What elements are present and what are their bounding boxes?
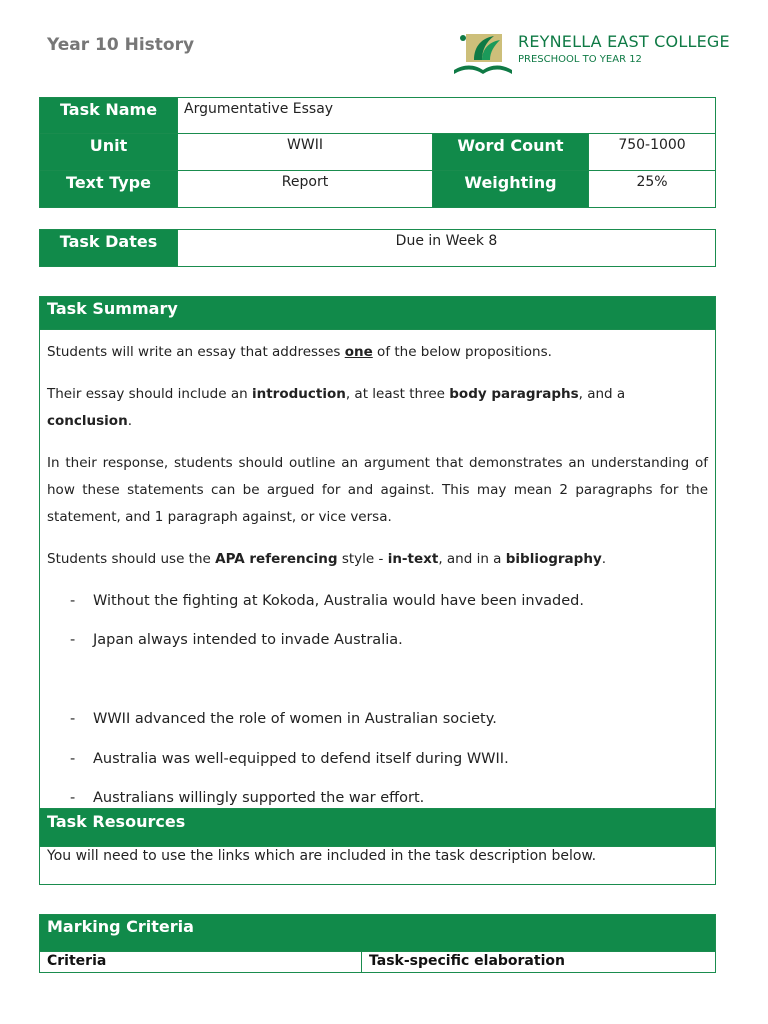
college-name: REYNELLA EAST COLLEGE: [518, 32, 730, 51]
summary-paragraph-3: In their response, students should outline an argument that demonstrates an understanding of how these statements can be argued for and against. This may mean 2 paragraphs for the statement, and 1 paragraph against, or vice versa.: [47, 455, 708, 525]
list-item: - Japan always intended to invade Australia.: [70, 632, 403, 648]
criteria-column-header: Criteria: [40, 952, 362, 973]
college-crest-icon: [452, 30, 514, 78]
marking-criteria-table: [39, 914, 716, 973]
elaboration-column-header: Task-specific elaboration: [362, 952, 716, 973]
task-resources-text: You will need to use the links which are included in the task description below.: [40, 847, 716, 885]
text-type-value: Report: [178, 171, 433, 208]
task-dates-label: Task Dates: [40, 230, 178, 267]
unit-label: Unit: [40, 134, 178, 171]
task-summary-table: [39, 296, 716, 885]
college-logo: [452, 30, 730, 78]
word-count-value: 750-1000: [589, 134, 716, 171]
college-subtitle: PRESCHOOL TO YEAR 12: [518, 54, 642, 65]
task-summary-heading: Task Summary: [40, 297, 716, 330]
weighting-label: Weighting: [433, 171, 589, 208]
summary-paragraph-1: Students will write an essay that addresses one of the below propositions.: [47, 344, 552, 360]
page-title: Year 10 History: [47, 35, 195, 55]
unit-value: WWII: [178, 134, 433, 171]
summary-paragraph-4: Students should use the APA referencing style - in-text, and in a bibliography.: [47, 551, 607, 567]
list-item: - WWII advanced the role of women in Australian society.: [70, 711, 497, 727]
word-count-label: Word Count: [433, 134, 589, 171]
task-info-table: [39, 97, 716, 208]
task-dates-value: Due in Week 8: [178, 230, 716, 267]
task-name-value: Argumentative Essay: [178, 98, 716, 134]
summary-paragraph-2: Their essay should include an introduction, at least three body paragraphs, and a conclusion.: [47, 386, 626, 429]
task-resources-heading: Task Resources: [40, 809, 716, 847]
marking-criteria-heading: Marking Criteria: [40, 915, 716, 952]
task-summary-body: [40, 330, 716, 809]
list-item: - Without the fighting at Kokoda, Australia would have been invaded.: [70, 593, 584, 609]
text-type-label: Text Type: [40, 171, 178, 208]
task-dates-table: [39, 229, 716, 267]
propositions-list: [47, 591, 708, 808]
task-name-label: Task Name: [40, 98, 178, 134]
list-item: - Australia was well-equipped to defend itself during WWII.: [70, 751, 509, 767]
weighting-value: 25%: [589, 171, 716, 208]
list-item: - Australians willingly supported the war effort.: [70, 790, 425, 806]
